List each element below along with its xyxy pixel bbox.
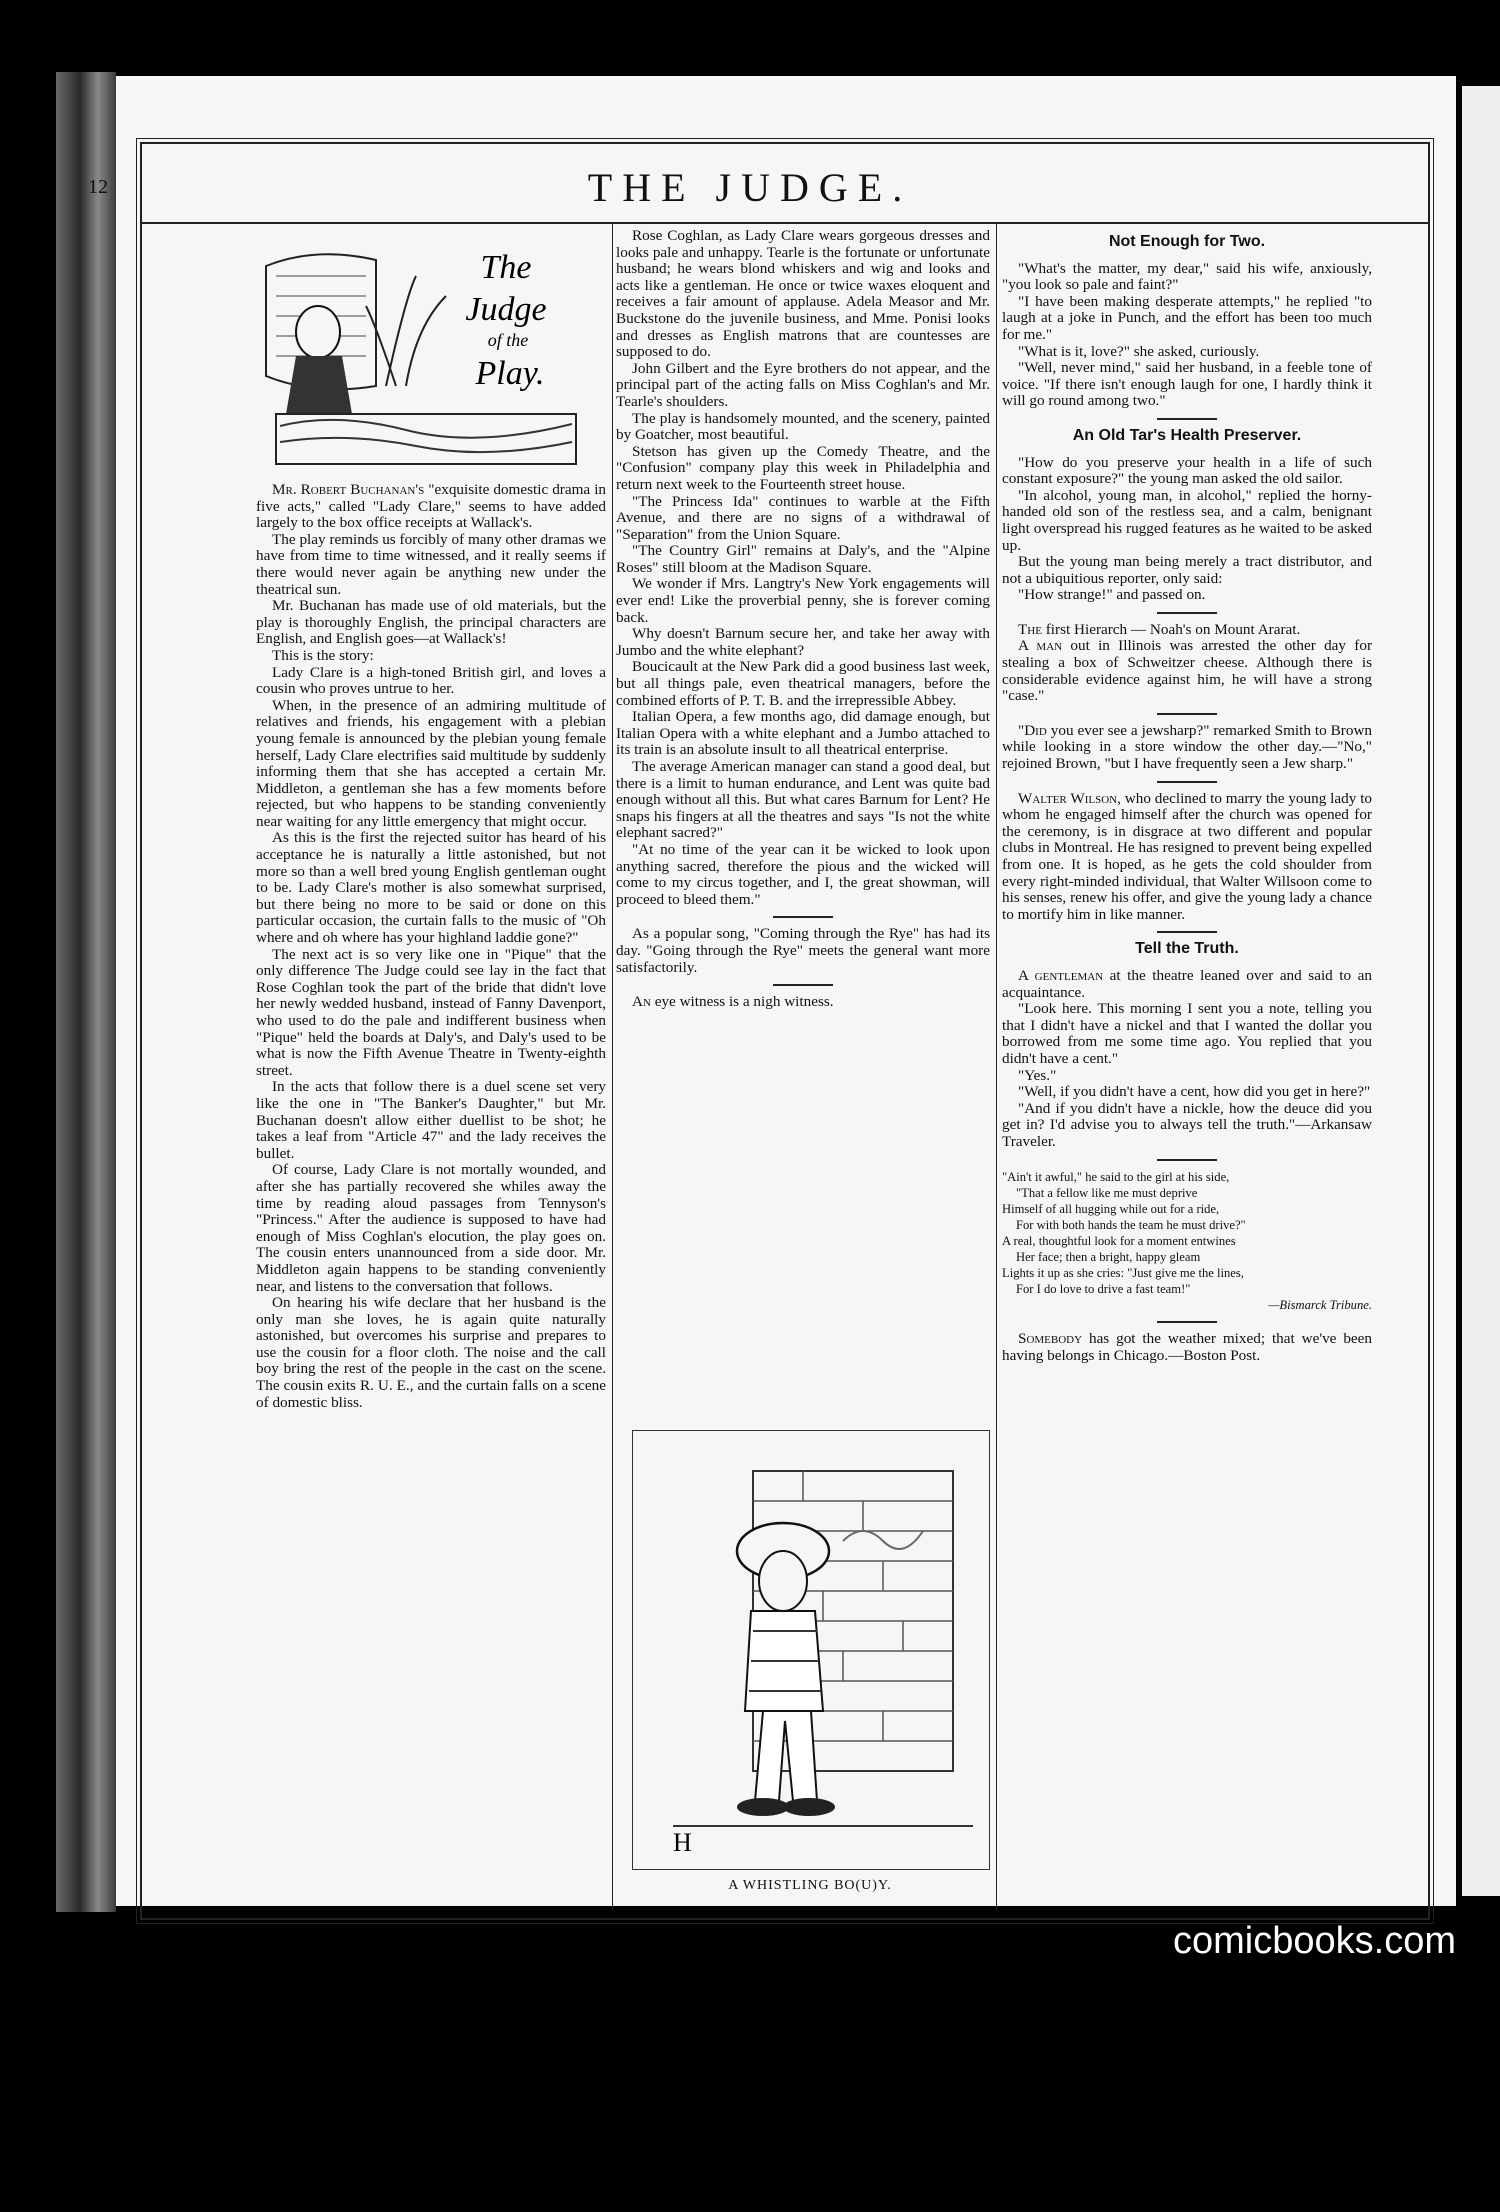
poem-line: For I do love to drive a fast team!" [1016,1281,1191,1296]
article-heading: Tell the Truth. [1135,940,1239,958]
paragraph: On hearing his wife declare that her husband is the only man she loves, he is again quite naturally astonished, but overcomes his surprise and prepares to use the cousin for a floor cloth. The noise and the call boy bring the rest of the people in the cast on the scene. The cousin exits R. U. E., and the curtain falls on a scene of domestic bliss. [256,1294,606,1411]
paragraph: Mr. Robert Buchanan's "exquisite domestic drama in five acts," called "Lady Clare," seems to have added largely to the box office receipts at Wallack's. [256,481,607,532]
whistling-boy-cartoon [632,1430,990,1870]
paragraph: "In alcohol, young man, in alcohol," replied the horny-handed old son of the restless sea, and a calm, benignant light overspread his rugged features as he waited to be asked up. [1002,486,1372,554]
paragraph: Walter Wilson, who declined to marry the young lady to whom he engaged himself after the church was opened for the ceremony, is in disgrace at two different and popular clubs in Montreal. He has resigned to prevent being expelled from one. It is hoped, as he gets the cold shoulder from every right-minded individual, that Walter Willsoon come to his senses, renew his offer, and give the young lady a chance to mortify him in like manner. [1002,789,1373,923]
paragraph: Italian Opera, a few months ago, did damage enough, but Italian Opera with a white elephant and a Jumbo attached to its train is an absolute insult to all theatrical enterprise. [616,708,990,759]
paragraph: The first Hierarch — Noah's on Mount Ararat. [1018,620,1301,638]
poem-line: A real, thoughtful look for a moment entwines [1002,1233,1236,1248]
column-rule [996,222,997,1910]
paragraph: In the acts that follow there is a duel scene set very like the one in "The Banker's Daughter," but Mr. Buchanan doesn't allow either duellist to be shot; he takes a leaf from "Article 47" and the lady receives the bullet. [256,1078,606,1162]
divider [1157,931,1217,933]
paragraph: John Gilbert and the Eyre brothers do not appear, and the principal part of the acting falls on Miss Coghlan's and Mr. Tearle's shoulders. [616,359,990,410]
column-3 [1002,228,1372,1364]
paragraph: A gentleman at the theatre leaned over and said to an acquaintance. [1002,966,1372,1001]
paragraph: An eye witness is a nigh witness. [632,993,834,1011]
paragraph: Somebody has got the weather mixed; that we've been having belongs in Chicago.—Boston Post. [1002,1330,1372,1364]
judge-of-the-play-illustration [256,236,586,470]
title-art-text: of the [487,330,529,350]
paragraph: The average American manager can stand a good deal, but there is a limit to human endurance, and Lent was quite bad enough without all this. But what cares Barnum for Lent? He snaps his fingers at all the theatres and says "Is not the white elephant sacred?" [616,758,990,842]
paragraph: "The Country Girl" remains at Daly's, and the "Alpine Roses" still bloom at the Madison Square. [616,542,990,576]
divider [1157,418,1217,420]
divider [1157,781,1217,783]
poem [1002,1169,1372,1297]
divider [1157,713,1217,715]
paragraph: "What is it, love?" she asked, curiously. [1018,342,1260,360]
divider [1157,1159,1217,1161]
paragraph: "I have been making desperate attempts," he replied "to laugh at a joke in Punch, and the effort has been too much for me." [1002,292,1372,343]
divider [1157,1321,1217,1323]
paragraph: Stetson has given up the Comedy Theatre, and the "Confusion" company play this week in Philadelphia and return next week to the Fourteenth street house. [616,442,990,493]
article-heading: An Old Tar's Health Preserver. [1072,426,1302,444]
paragraph: "The Princess Ida" continues to warble at the Fifth Avenue, and there are no signs of a withdrawal of "Separation" from the Union Square. [616,492,990,543]
paragraph: Rose Coghlan, as Lady Clare wears gorgeous dresses and looks pale and unhappy. Tearle is the fortunate or unfortunate husband; he wears blond whiskers and wig and looks and acts like a gentleman. He once or twice waxes eloquent and receives a fair amount of applause. Adela Measor and Mr. Buckstone do the juvenile business, and Mme. Ponisi looks and dresses as English matrons that are countesses are supposed to do. [616,227,990,361]
paragraph: A man out in Illinois was arrested the other day for stealing a box of Schweitzer cheese. Although there is considerable evidence against him, he will have a strong "case." [1002,637,1372,705]
paragraph: We wonder if Mrs. Langtry's New York engagements will ever end! Like the proverbial penny, she is forever coming back. [616,575,990,626]
paragraph: "And if you didn't have a nickle, how the deuce did you get in? I'd advise you to always tell the truth."—Arkansaw Traveler. [1002,1099,1372,1150]
paragraph: Mr. Buchanan has made use of old materials, but the play is thoroughly English, the principal characters are English, and English goes—at Wallack's! [256,597,606,648]
poem-line: "Ain't it awful," he said to the girl at his side, [1002,1169,1230,1184]
paragraph: "Well, if you didn't have a cent, how did you get in here?" [1018,1083,1371,1101]
watermark: comicbooks.com [1173,1920,1456,1962]
book-binding [56,72,116,1912]
paragraph: Lady Clare is a high-toned British girl, and loves a cousin who proves untrue to her. [256,663,606,698]
column-1 [256,482,606,1411]
paragraph: "Did you ever see a jewsharp?" remarked Smith to Brown while looking in a store window the other day.—"No," rejoined Brown, "but I have frequently seen a Jew sharp." [1002,721,1373,773]
title-art-text: The [480,249,532,286]
paragraph: "At no time of the year can it be wicked to look upon anything sacred, therefore the pious and the wicked will come to my circus together, and I, the great showman, will proceed to bleed them." [616,840,990,908]
divider [773,916,833,918]
paragraph: "How strange!" and passed on. [1018,586,1206,604]
title-art-text: Judge [465,291,547,328]
poem-line: For with both hands the team he must drive?" [1016,1217,1246,1232]
paragraph: Boucicault at the New Park did a good business last week, but all things pale, even theatrical managers, before the combined efforts of P. T. B. and the irrepressible Abbey. [616,658,990,709]
paragraph: The play reminds us forcibly of many other dramas we have from time to time witnessed, and it really seems if there would never again be anything new under the theatrical sun. [256,530,606,598]
artist-signature: H [673,1828,692,1857]
paragraph: "Yes." [1018,1066,1057,1084]
paragraph: As this is the first the rejected suitor has heard of his acceptance he is naturally a little astonished, but not more so than a well bred young English gentleman ought to be. Lady Clare's mother is also somewhat surprised, but there being no more to be said or done on this particular occasion, the curtain falls to the music of "Oh where and oh where has your highland laddie gone?" [256,829,606,947]
paragraph: The play is handsomely mounted, and the scenery, painted by Goatcher, most beautiful. [616,409,990,444]
paragraph: When, in the presence of an admiring multitude of relatives and friends, his engagement with a plebian young female is announced by the plebian young female herself, Lady Clare electrifies said multitude by suddenly informing them that she has accepted a certain Mr. Middleton, a gentleman she has a few moments before rejected, but who happens to be standing conveniently near waiting for any little emergency that might occur. [256,696,606,830]
poem-line: "That a fellow like me must deprive [1016,1185,1198,1200]
paragraph: "How do you preserve your health in a life of such constant exposure?" the young man asked the old sailor. [1002,453,1372,488]
cartoon-caption: A WHISTLING BO(U)Y. [728,1878,892,1893]
next-page-edge [1462,86,1500,1896]
poem-line: Her face; then a bright, happy gleam [1016,1249,1201,1264]
column-2 [616,228,990,1011]
column-rule [612,222,613,1910]
paragraph: This is the story: [272,646,374,664]
paragraph: "Look here. This morning I sent you a note, telling you that I didn't have a nickel and that I wanted the dollar you borrowed from me some time ago. You replied that you didn't have a cent." [1002,1000,1372,1067]
title-art-text: Play. [475,355,545,392]
poem-line: Himself of all hugging while out for a ride, [1002,1201,1220,1216]
paragraph: "Well, never mind," said her husband, in a feeble tone of voice. "If there isn't enough laugh for one, I hardly think it will go round among two." [1002,359,1372,410]
paragraph: The next act is so very like one in "Pique" that the only difference The Judge could see lay in the fact that Rose Coghlan took the part of the bride that didn't love her newly wedded husband, instead of Fanny Davenport, who used to do the pale and indifferent business when "Pique" held the boards at Daly's, and Daly's used to be what is now the Fifth Avenue Theatre in Twenty-eighth street. [256,945,606,1079]
page-number: 12 [88,176,108,198]
paragraph: Of course, Lady Clare is not mortally wounded, and after she has partially recovered she whiles away the time by reading aloud passages from Tennyson's "Princess." After the audience is supposed to have had enough of Miss Coghlan's elocution, the play goes on. The cousin enters unannounced from a side door. Mr. Middleton again happens to be standing conveniently near, and listens to the conversation that follows. [256,1161,606,1295]
masthead: THE JUDGE. [587,165,913,210]
divider [773,984,833,986]
paragraph: As a popular song, "Coming through the Rye" has had its day. "Going through the Rye" meets the general want more satisfactorily. [616,925,990,976]
paragraph: "What's the matter, my dear," said his wife, anxiously, "you look so pale and faint?" [1002,259,1372,294]
article-heading: Not Enough for Two. [1108,233,1266,250]
poem-credit: —Bismarck Tribune. [1268,1297,1372,1312]
paragraph: Why doesn't Barnum secure her, and take her away with Jumbo and the white elephant? [616,625,990,659]
divider [1157,612,1217,614]
poem-line: Lights it up as she cries: "Just give me the lines, [1002,1265,1244,1280]
paragraph: But the young man being merely a tract distributor, and not a ubiquitious reporter, only said: [1002,553,1372,587]
header-rule [140,222,1430,224]
